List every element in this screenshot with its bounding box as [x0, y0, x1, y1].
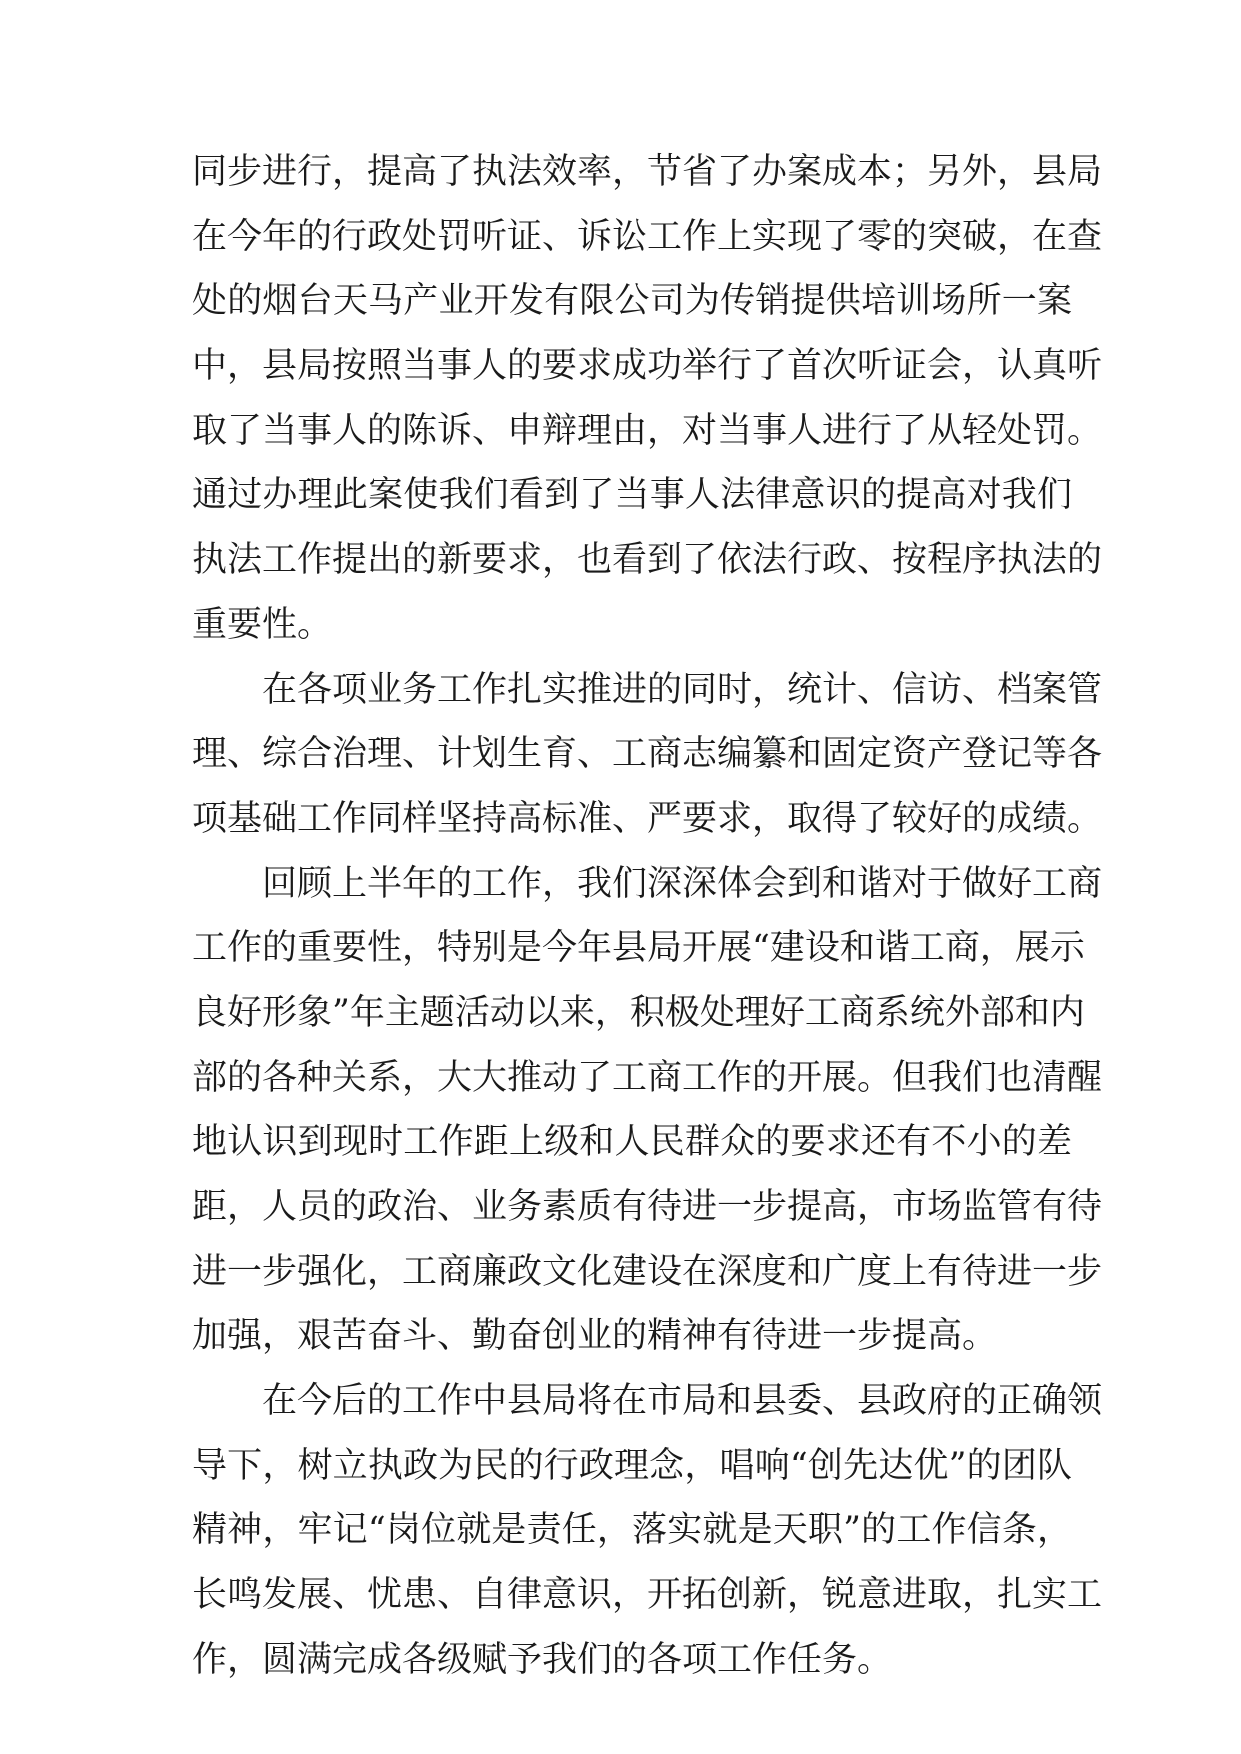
text-line: 项基础工作同样坚持高标准、严要求，取得了较好的成绩。	[192, 798, 1103, 839]
text-line: 处的烟台天马产业开发有限公司为传销提供培训场所一案	[192, 281, 1072, 322]
text-line: 良好形象”年主题活动以来，积极处理好工商系统外部和内	[192, 992, 1085, 1033]
text-line: 进一步强化，工商廉政文化建设在深度和广度上有待进一步	[192, 1251, 1103, 1292]
text-line: 地认识到现时工作距上级和人民群众的要求还有不小的差	[192, 1122, 1072, 1163]
text-line: 取了当事人的陈诉、申辩理由，对当事人进行了从轻处罚。	[192, 410, 1103, 451]
text-line: 导下，树立执政为民的行政理念，唱响“创先达优”的团队	[192, 1445, 1072, 1486]
text-line: 同步进行，提高了执法效率，节省了办案成本；另外，县局	[192, 152, 1103, 192]
text-line: 距，人员的政治、业务素质有待进一步提高，市场监管有待	[192, 1187, 1103, 1227]
body-text	[192, 140, 1103, 1693]
text-line: 工作的重要性，特别是今年县局开展“建设和谐工商，展示	[192, 928, 1085, 969]
text-line: 在各项业务工作扎实推进的同时，统计、信访、档案管	[262, 669, 1103, 710]
paragraph-2	[192, 658, 1103, 852]
paragraph-4	[192, 1369, 1103, 1692]
text-line: 通过办理此案使我们看到了当事人法律意识的提高对我们	[192, 475, 1072, 516]
text-line: 重要性。	[192, 604, 333, 645]
paragraph-1	[192, 140, 1103, 658]
text-line: 理、综合治理、计划生育、工商志编纂和固定资产登记等各	[192, 734, 1103, 775]
paragraph-3	[192, 852, 1103, 1370]
text-line: 精神，牢记“岗位就是责任，落实就是天职”的工作信条，	[192, 1510, 1072, 1551]
text-line: 在今后的工作中县局将在市局和县委、县政府的正确领	[262, 1381, 1103, 1422]
text-line: 加强，艰苦奋斗、勤奋创业的精神有待进一步提高。	[192, 1316, 998, 1357]
text-line: 执法工作提出的新要求，也看到了依法行政、按程序执法的	[192, 540, 1103, 581]
text-line: 作，圆满完成各级赋予我们的各项工作任务。	[192, 1639, 893, 1680]
text-line: 长鸣发展、忧患、自律意识，开拓创新，锐意进取，扎实工	[192, 1575, 1103, 1616]
text-line: 回顾上半年的工作，我们深深体会到和谐对于做好工商	[262, 863, 1103, 904]
text-line: 部的各种关系，大大推动了工商工作的开展。但我们也清醒	[192, 1057, 1103, 1098]
text-line: 中，县局按照当事人的要求成功举行了首次听证会，认真听	[192, 346, 1103, 387]
text-line: 在今年的行政处罚听证、诉讼工作上实现了零的突破，在查	[192, 216, 1103, 257]
